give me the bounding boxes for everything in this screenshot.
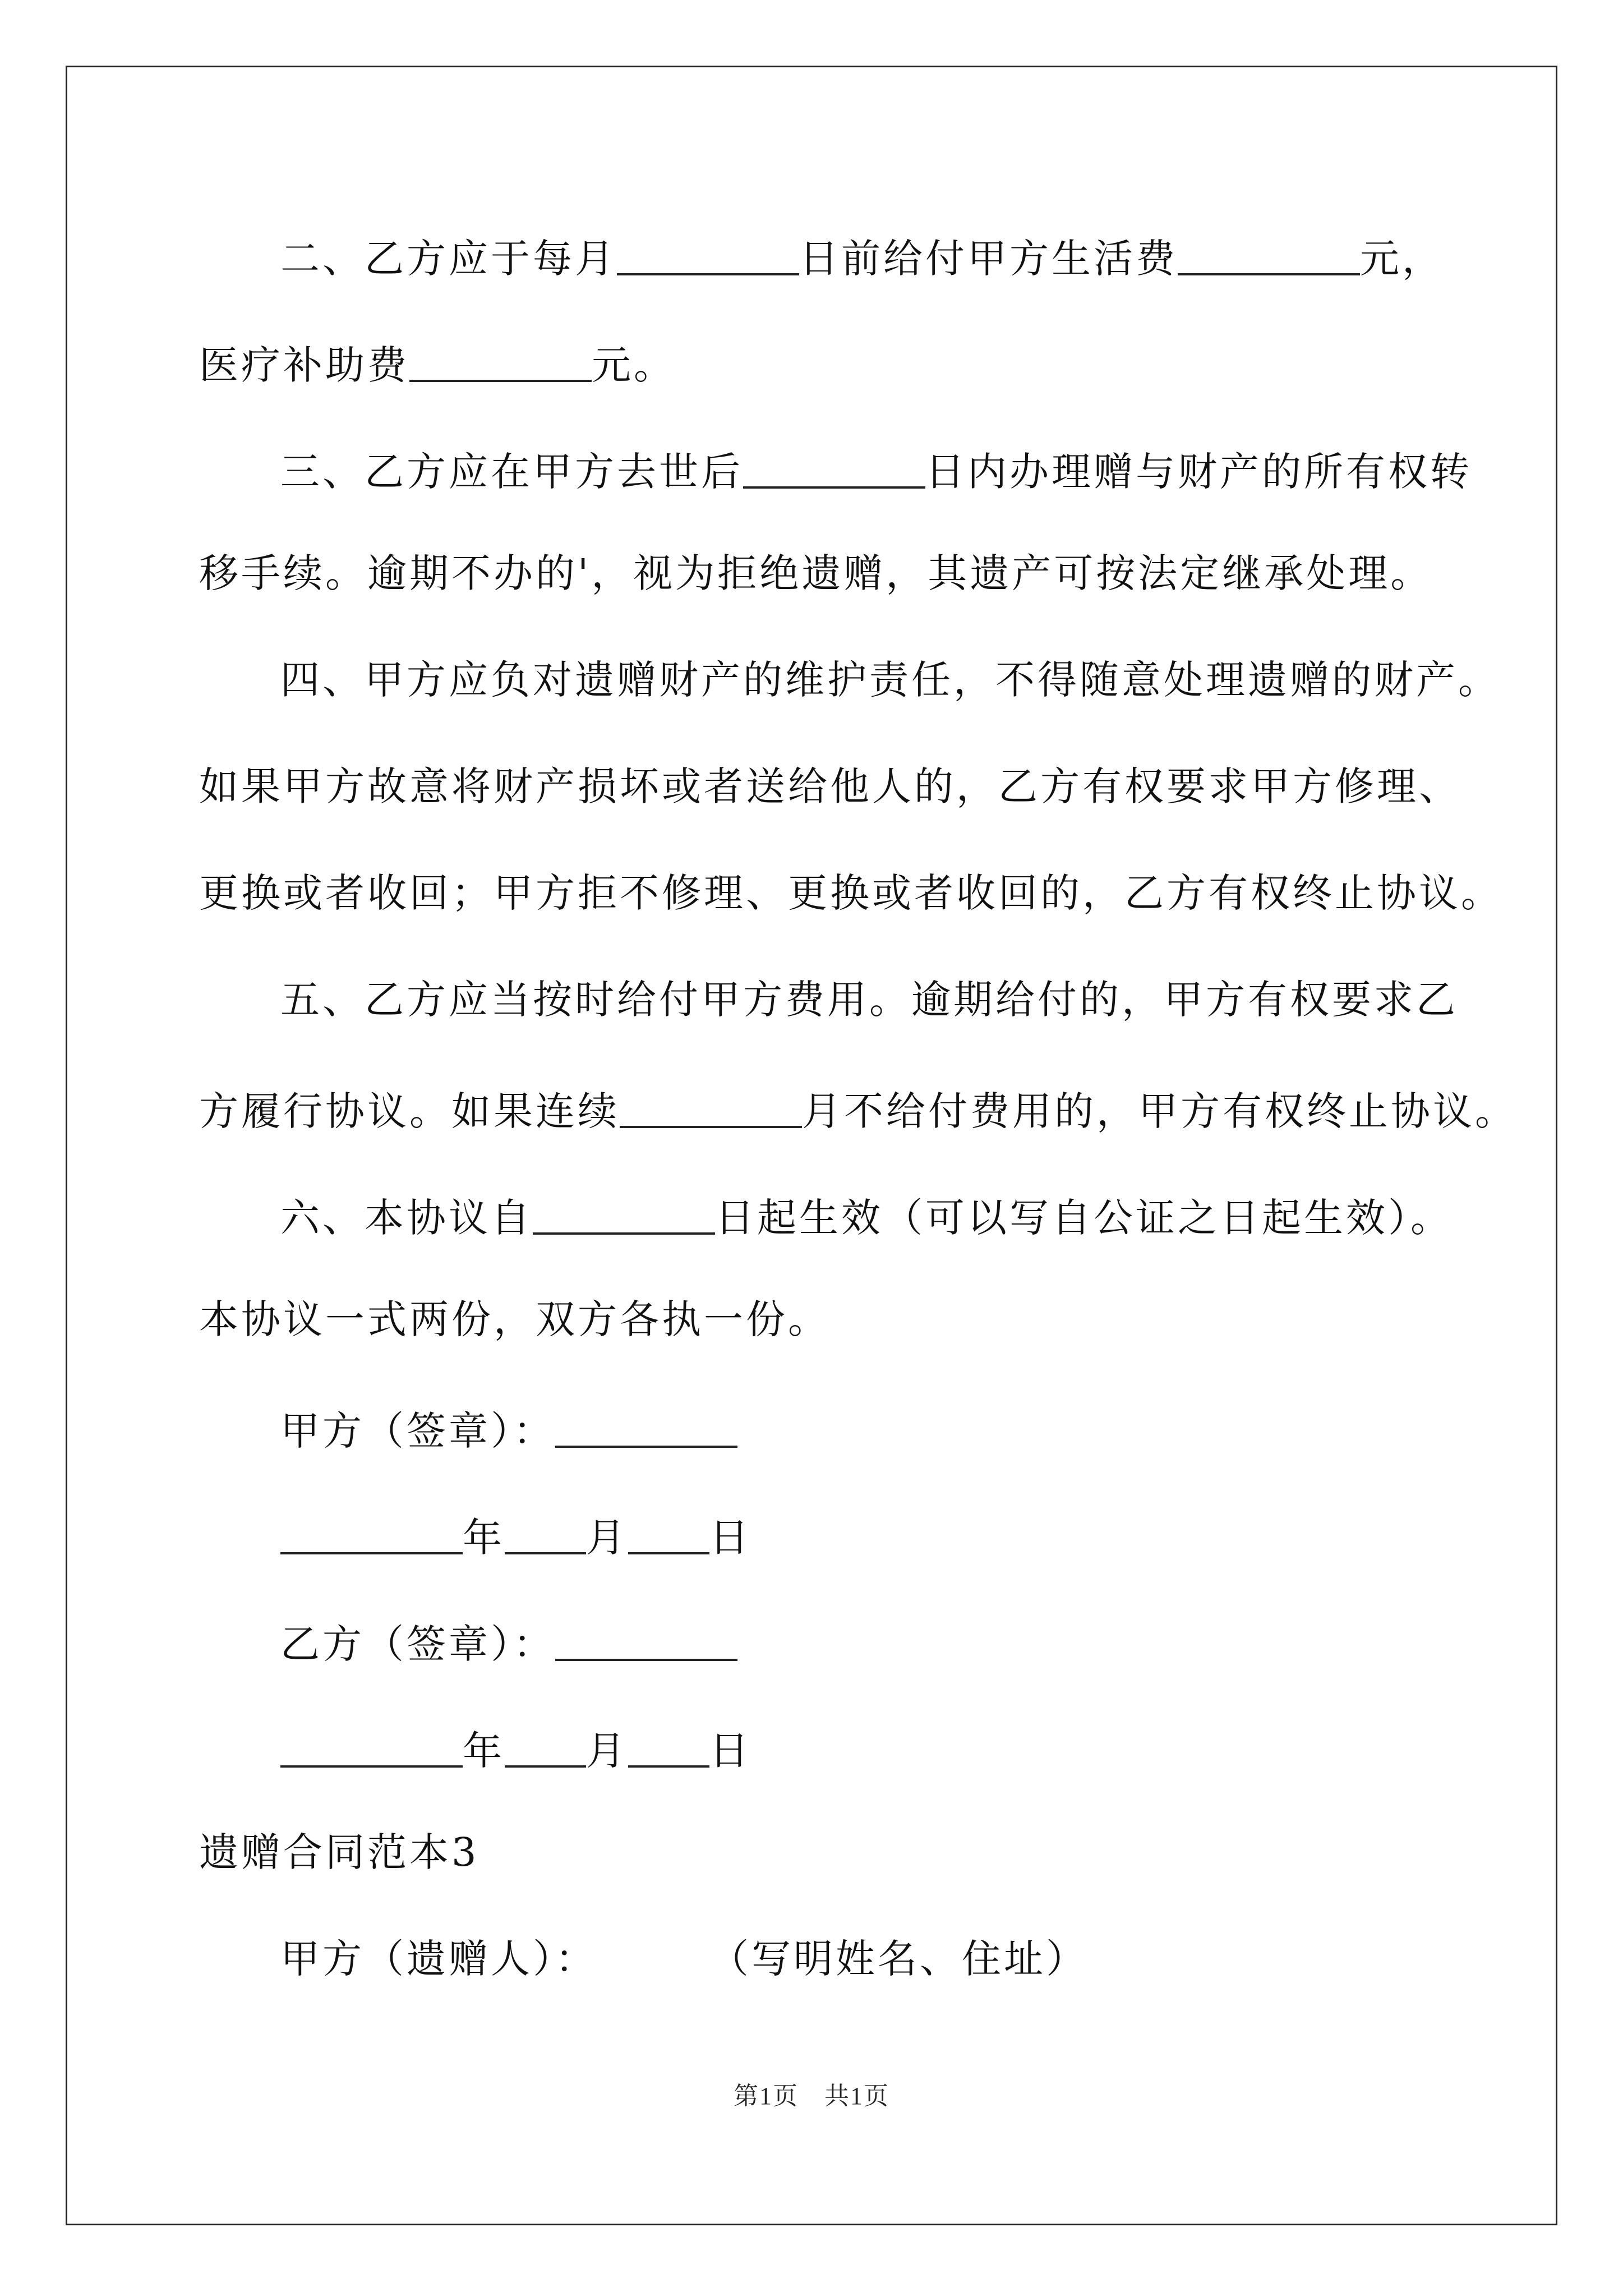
page-number: 第1页 共1页 — [734, 2082, 889, 2110]
clause-3-line-2: 移手续。逾期不办的'，视为拒绝遗赠，其遗产可按法定继承处理。 — [199, 550, 1433, 596]
party-a-date-line — [280, 1513, 751, 1561]
clause-2-line-2 — [199, 341, 676, 388]
fill-in-blank[interactable] — [533, 1193, 715, 1235]
clause-text: 医疗补助费 — [199, 342, 409, 388]
year-blank[interactable] — [280, 1726, 463, 1768]
next-party-label: 甲方（遗赠人）： — [280, 1936, 597, 1982]
party-b-date-line — [280, 1726, 751, 1774]
clause-6-line-2: 本协议一式两份，双方各执一份。 — [199, 1296, 830, 1342]
clause-4-line-3: 更换或者收回；甲方拒不修理、更换或者收回的，乙方有权终止协议。 — [199, 870, 1503, 916]
clause-text: 六、本协议自 — [280, 1195, 533, 1241]
clause-text: 日内办理赠与财产的所有权转 — [925, 449, 1472, 495]
day-blank[interactable] — [628, 1513, 709, 1554]
party-b-signature-blank[interactable] — [555, 1619, 737, 1661]
section-title: 遗赠合同范本3 — [199, 1829, 479, 1875]
clause-3-line-1 — [280, 447, 1472, 495]
clause-2-line-1 — [280, 234, 1444, 282]
clause-text: 月不给付费用的，甲方有权终止协议。 — [802, 1088, 1517, 1134]
clause-5-line-2 — [199, 1087, 1517, 1134]
party-a-label: 甲方（签章）： — [280, 1408, 555, 1454]
fill-in-blank[interactable] — [617, 234, 799, 275]
year-label: 年 — [463, 1728, 505, 1774]
next-party-note: （写明姓名、住址） — [709, 1936, 1088, 1982]
clause-4-line-2: 如果甲方故意将财产损坏或者送给他人的，乙方有权要求甲方修理、 — [199, 763, 1461, 809]
day-blank[interactable] — [628, 1726, 709, 1768]
clause-text: 元， — [1360, 236, 1444, 282]
month-blank[interactable] — [505, 1513, 586, 1554]
day-label: 日 — [709, 1728, 751, 1774]
party-b-signature-line — [280, 1619, 737, 1667]
month-label: 月 — [586, 1515, 628, 1561]
year-blank[interactable] — [280, 1513, 463, 1554]
clause-5-line-1: 五、乙方应当按时给付甲方费用。逾期给付的，甲方有权要求乙 — [280, 977, 1458, 1023]
month-blank[interactable] — [505, 1726, 586, 1768]
day-label: 日 — [709, 1515, 751, 1561]
party-a-signature-blank[interactable] — [555, 1406, 737, 1448]
clause-text: 日前给付甲方生活费 — [799, 236, 1178, 282]
fill-in-blank[interactable] — [620, 1087, 802, 1128]
clause-text: 日起生效（可以写自公证之日起生效）。 — [715, 1195, 1453, 1241]
next-party-line — [280, 1936, 1088, 1982]
party-b-label: 乙方（签章）： — [280, 1621, 555, 1667]
clause-4-line-1: 四、甲方应负对遗赠财产的维护责任，不得随意处理遗赠的财产。 — [280, 657, 1500, 703]
clause-text: 元。 — [592, 342, 676, 388]
party-a-signature-line — [280, 1406, 737, 1454]
month-label: 月 — [586, 1728, 628, 1774]
fill-in-blank[interactable] — [743, 447, 925, 489]
fill-in-blank[interactable] — [409, 341, 592, 382]
clause-6-line-1 — [280, 1193, 1453, 1241]
clause-text: 二、乙方应于每月 — [280, 236, 617, 282]
fill-in-blank[interactable] — [1178, 234, 1360, 275]
year-label: 年 — [463, 1515, 505, 1561]
clause-text: 三、乙方应在甲方去世后 — [280, 449, 743, 495]
page-border — [66, 66, 1557, 2225]
clause-text: 方履行协议。如果连续 — [199, 1088, 620, 1134]
